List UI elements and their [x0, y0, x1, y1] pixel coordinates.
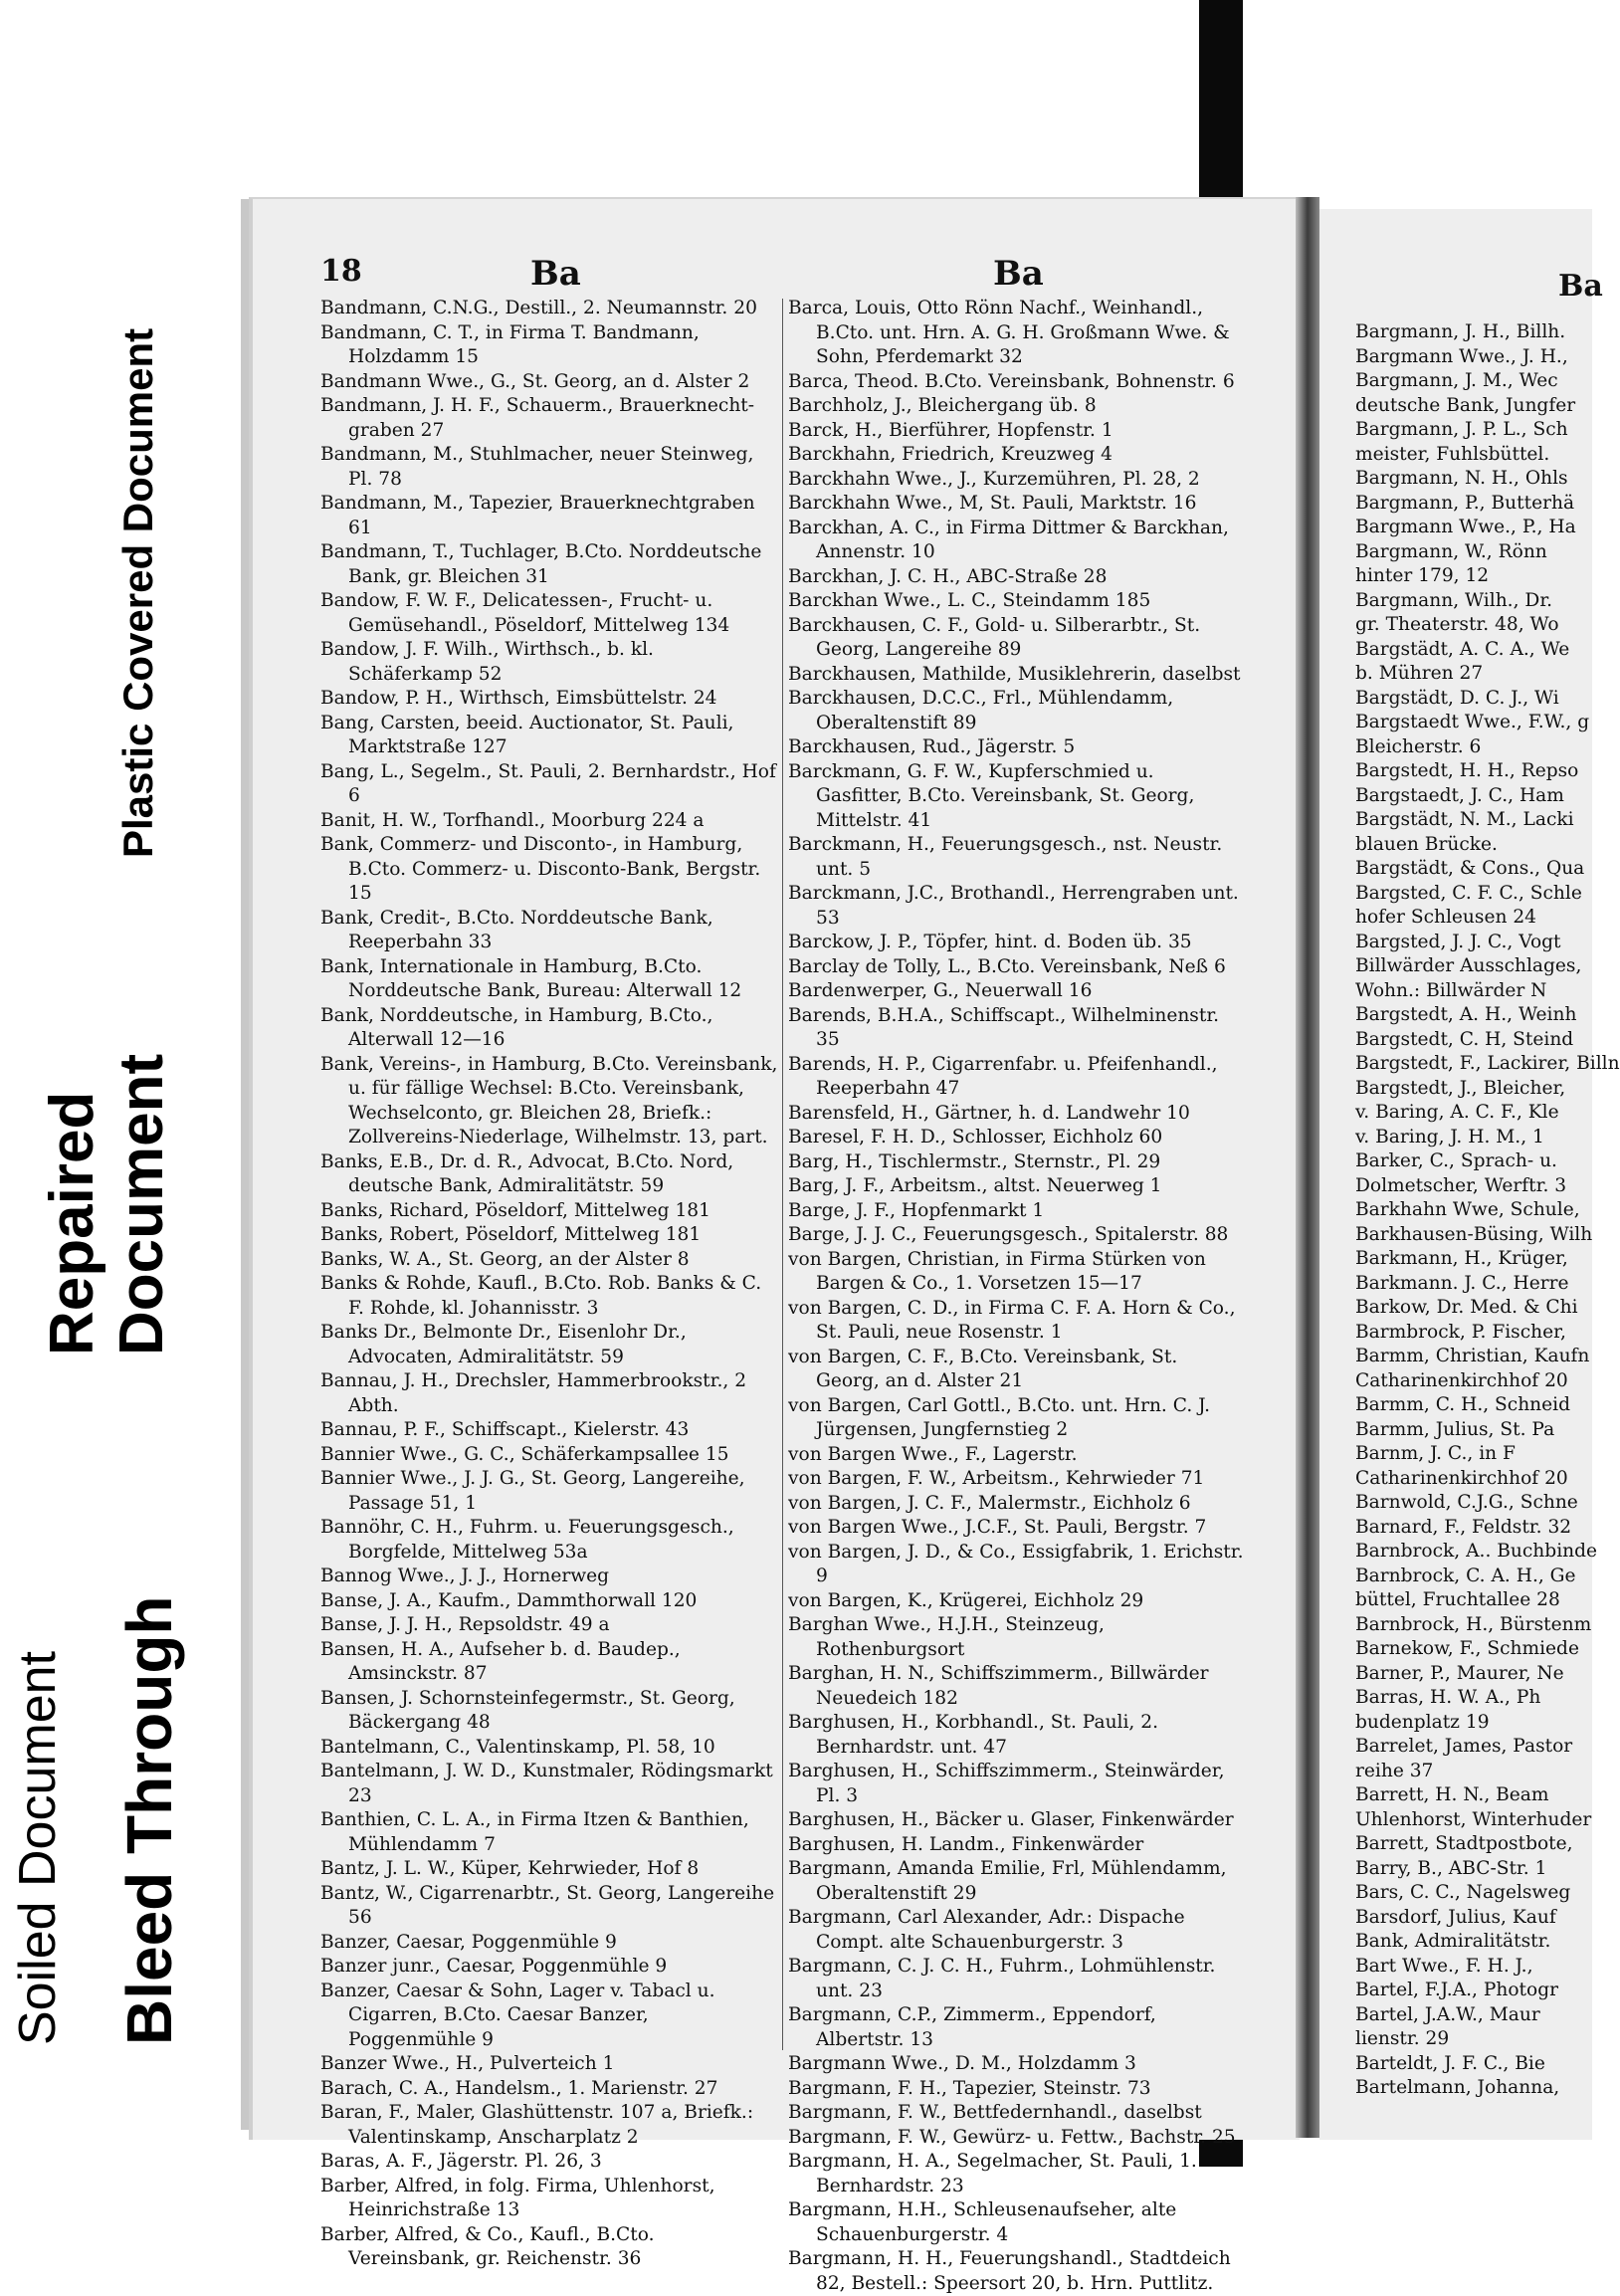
directory-entry: reihe 37 — [1355, 1760, 1434, 1781]
directory-entry: Bang, Carsten, beeid. Auctionator, St. Pauli, Marktstraße 127 — [320, 712, 734, 757]
running-header-left: Ba — [530, 254, 581, 294]
directory-entry: Barghusen, H., Bäcker u. Glaser, Finkenwärder — [788, 1809, 1234, 1830]
directory-entry: Barckhausen, C. F., Gold- u. Silberarbtr., St. Georg, Langereihe 89 — [788, 614, 1201, 660]
directory-entry: Bargmann, H. H., Feuerungshandl., Stadtdeich 82, Bestell.: Speersort 20, b. Hrn. Puttlitz. — [788, 2248, 1231, 2294]
directory-entry: Barteldt, J. F. C., Bie — [1355, 2052, 1545, 2074]
directory-entry: Bargmann, P., Butterhä — [1355, 492, 1575, 514]
directory-entry: Banzer, Caesar & Sohn, Lager v. Tabacl u. Cigarren, B.Cto. Caesar Banzer, Poggenmühle 9 — [320, 1980, 715, 2050]
directory-entry: Bart Wwe., F. H. J., — [1355, 1955, 1533, 1977]
directory-entry: v. Baring, J. H. M., 1 — [1355, 1126, 1544, 1148]
directory-entry: Bartel, F.J.A., Photogr — [1355, 1980, 1559, 2000]
directory-entry: Bars, C. C., Nagelsweg — [1355, 1882, 1571, 1903]
directory-entry: Barends, H. P., Cigarrenfabr. u. Pfeifenhandl., Reeperbahn 47 — [788, 1053, 1218, 1099]
directory-entry: Bargmann, J. P. L., Sch — [1355, 419, 1568, 440]
directory-entry: Bardenwerper, G., Neuerwall 16 — [788, 980, 1093, 1001]
directory-entry: Bank, Norddeutsche, in Hamburg, B.Cto., Alterwall 12—16 — [320, 1004, 713, 1050]
directory-entry: budenplatz 19 — [1355, 1711, 1490, 1733]
directory-entry: Bantelmann, C., Valentinskamp, Pl. 58, 10 — [320, 1736, 715, 1758]
directory-entry: Barghusen, H., Schiffszimmerm., Steinwärder, Pl. 3 — [788, 1761, 1225, 1806]
directory-entry: Barckow, J. P., Töpfer, hint. d. Boden üb. 35 — [788, 932, 1192, 952]
directory-entry: Bleicherstr. 6 — [1355, 735, 1482, 757]
directory-entry: b. Mühren 27 — [1355, 663, 1484, 684]
directory-entry: Bandmann, M., Tapezier, Brauerknechtgraben 61 — [320, 493, 755, 538]
directory-entry: Bargstädt, A. C. A., We — [1355, 638, 1570, 660]
directory-entry: von Bargen Wwe., F., Lagerstr. — [788, 1443, 1078, 1465]
directory-entry: Uhlenhorst, Winterhuder — [1355, 1808, 1592, 1830]
directory-entry: Banzer junr., Caesar, Poggenmühle 9 — [320, 1956, 668, 1977]
directory-entry: Barckhausen, D.C.C., Frl., Mühlendamm, Oberaltenstift 89 — [788, 688, 1174, 733]
directory-entry: Bandow, P. H., Wirthsch, Eimsbüttelstr. 24 — [320, 688, 717, 709]
directory-entry: Bansen, J. Schornsteinfegermstr., St. Georg, Bäckergang 48 — [320, 1687, 735, 1733]
directory-entry: Banzer Wwe., H., Pulverteich 1 — [320, 2053, 615, 2074]
directory-entry: Bartelmann, Johanna, — [1355, 2077, 1560, 2098]
directory-entry: Billwärder Ausschlages, — [1355, 955, 1582, 976]
directory-entry: Bargmann, C. J. C. H., Fuhrm., Lohmühlenstr. unt. 23 — [788, 1956, 1216, 2001]
directory-entry: Banks, E.B., Dr. d. R., Advocat, B.Cto. Nord, deutsche Bank, Admiralitätstr. 59 — [320, 1150, 734, 1196]
directory-entry: Barrett, Stadtpostbote, — [1355, 1833, 1573, 1854]
directory-entry: Barnekow, F., Schmiede — [1355, 1638, 1579, 1659]
directory-entry: Bandmann, C. T., in Firma T. Bandmann, Holzdamm 15 — [320, 321, 700, 367]
directory-entry: Bargsted, C. F. C., Schle — [1355, 882, 1582, 904]
directory-entry: Barge, J. F., Hopfenmarkt 1 — [788, 1199, 1045, 1221]
directory-entry: Barkow, Dr. Med. & Chi — [1355, 1297, 1578, 1318]
directory-entry: Wohn.: Billwärder N — [1355, 979, 1547, 1001]
directory-entry: Barnbrock, A.. Buchbinde — [1355, 1541, 1598, 1562]
directory-entry: Bargsted, J. J. C., Vogt — [1355, 931, 1561, 952]
directory-entry: Barnbrock, C. A. H., Ge — [1355, 1565, 1576, 1586]
directory-entry: Baran, F., Maler, Glashüttenstr. 107 a, Briefk.: Valentinskamp, Anscharplatz 2 — [320, 2102, 754, 2148]
directory-entry: Barca, Theod. B.Cto. Vereinsbank, Bohnenstr. 6 — [788, 370, 1235, 392]
background-gap — [1294, 0, 1592, 209]
directory-entry: Bargstedt, J., Bleicher, — [1355, 1077, 1566, 1099]
directory-entry: Bargmann, J. H., Billh. — [1355, 321, 1566, 342]
label-soiled: Soiled Document — [9, 1651, 67, 2045]
directory-entry: Bannau, P. F., Schiffscapt., Kielerstr. 43 — [320, 1419, 690, 1440]
label-document: Document — [107, 1053, 176, 1356]
directory-column-right — [1355, 320, 1620, 2098]
directory-entry: von Bargen, Christian, in Firma Stürken von Bargen & Co., 1. Vorsetzen 15—17 — [788, 1248, 1206, 1294]
directory-entry: Bank, Vereins-, in Hamburg, B.Cto. Vereinsbank, u. für fällige Wechsel: B.Cto. Vereinsbank, Wechselconto, gr. Bleichen 28, Briefk.: Zollvereins-Niederlage, Wilhelmstr. 13, part. — [320, 1053, 778, 1148]
column-divider — [782, 299, 783, 2050]
directory-entry: Barensfeld, H., Gärtner, h. d. Landwehr 10 — [788, 1102, 1190, 1124]
directory-entry: Barras, H. W. A., Ph — [1355, 1687, 1541, 1708]
directory-entry: Barnwold, C.J.G., Schne — [1355, 1492, 1578, 1513]
directory-entry: von Bargen, C. F., B.Cto. Vereinsbank, St. Georg, an d. Alster 21 — [788, 1346, 1178, 1391]
directory-entry: Barnbrock, H., Bürstenm — [1355, 1613, 1592, 1635]
directory-entry: hofer Schleusen 24 — [1355, 907, 1536, 928]
directory-entry: Barends, B.H.A., Schiffscapt., Wilhelminenstr. 35 — [788, 1004, 1220, 1050]
directory-entry: deutsche Bank, Jungfer — [1355, 394, 1576, 416]
directory-entry: Baras, A. F., Jägerstr. Pl. 26, 3 — [320, 2151, 602, 2172]
directory-entry: Banzer, Caesar, Poggenmühle 9 — [320, 1931, 617, 1953]
directory-entry: gr. Theaterstr. 48, Wo — [1355, 614, 1559, 635]
directory-entry: Bargstedt, H. H., Repso — [1355, 760, 1579, 781]
directory-entry: Banks & Rohde, Kaufl., B.Cto. Rob. Banks & C. F. Rohde, kl. Johannisstr. 3 — [320, 1273, 762, 1319]
directory-entry: von Bargen, C. D., in Firma C. F. A. Horn & Co., St. Pauli, neue Rosenstr. 1 — [788, 1297, 1236, 1343]
directory-entry: Barkmann. J. C., Herre — [1355, 1272, 1569, 1294]
directory-entry: Bargmann, Carl Alexander, Adr.: Dispache Compt. alte Schauenburgerstr. 3 — [788, 1907, 1185, 1953]
directory-entry: Barmm, Christian, Kaufn — [1355, 1346, 1590, 1366]
directory-entry: Bargstedt, F., Lackirer, Billn — [1355, 1053, 1620, 1074]
directory-entry: Barnm, J. C., in F — [1355, 1443, 1516, 1464]
directory-entry: Barkmann, H., Krüger, — [1355, 1248, 1568, 1269]
page-number: 18 — [320, 254, 362, 289]
directory-entry: Bandmann, J. H. F., Schauerm., Brauerknecht-graben 27 — [320, 395, 755, 441]
directory-entry: Barca, Louis, Otto Rönn Nachf., Weinhandl., B.Cto. unt. Hrn. A. G. H. Großmann Wwe. & Sohn, Pferdemarkt 32 — [788, 298, 1230, 367]
directory-entry: Barckhahn, Friedrich, Kreuzweg 4 — [788, 444, 1113, 465]
directory-entry: von Bargen, J. C. F., Malermstr., Eichholz 6 — [788, 1492, 1191, 1514]
directory-entry: Bargmann Wwe., D. M., Holzdamm 3 — [788, 2053, 1136, 2074]
directory-entry: Barkhausen-Büsing, Wilh — [1355, 1223, 1593, 1245]
running-header-middle: Ba — [993, 254, 1044, 294]
directory-entry: Barrett, H. N., Beam — [1355, 1784, 1549, 1805]
label-repaired: Repaired — [38, 1091, 106, 1356]
directory-entry: Barkhahn Wwe, Schule, — [1355, 1199, 1580, 1220]
page-gutter — [1296, 197, 1319, 2138]
directory-entry: Barmm, C. H., Schneid — [1355, 1394, 1571, 1415]
directory-entry: Bargmann, J. M., Wec — [1355, 370, 1558, 391]
directory-entry: von Bargen Wwe., J.C.F., St. Pauli, Bergstr. 7 — [788, 1517, 1207, 1538]
directory-column-middle — [788, 297, 1244, 2294]
directory-entry: Bargmann, C.P., Zimmerm., Eppendorf, Albertstr. 13 — [788, 2004, 1156, 2050]
directory-entry: Bargmann, F. H., Tapezier, Steinstr. 73 — [788, 2077, 1151, 2099]
directory-entry: Bargmann, W., Rönn — [1355, 540, 1547, 562]
directory-entry: Banks Dr., Belmonte Dr., Eisenlohr Dr., Advocaten, Admiralitätstr. 59 — [320, 1322, 687, 1367]
directory-entry: Bantelmann, J. W. D., Kunstmaler, Rödingsmarkt 23 — [320, 1761, 773, 1806]
directory-entry: Barckhahn Wwe., M, St. Pauli, Marktstr. 16 — [788, 493, 1197, 514]
directory-entry: Bank, Admiralitätstr. — [1355, 1931, 1551, 1952]
directory-column-left — [320, 297, 780, 2269]
directory-entry: Banit, H. W., Torfhandl., Moorburg 224 a — [320, 809, 705, 831]
directory-entry: Barghan Wwe., H.J.H., Steinzeug, Rothenburgsort — [788, 1614, 1105, 1660]
directory-entry: Barckhan Wwe., L. C., Steindamm 185 — [788, 590, 1151, 611]
directory-entry: Bank, Credit-, B.Cto. Norddeutsche Bank, Reeperbahn 33 — [320, 907, 713, 952]
directory-entry: Barnard, F., Feldstr. 32 — [1355, 1516, 1572, 1538]
directory-entry: Bargstädt, & Cons., Qua — [1355, 858, 1585, 879]
directory-entry: Bantz, W., Cigarrenarbtr., St. Georg, Langereihe 56 — [320, 1882, 775, 1928]
directory-entry: Bantz, J. L. W., Küper, Kehrwieder, Hof 8 — [320, 1858, 700, 1879]
directory-entry: Bannier Wwe., G. C., Schäferkampsallee 15 — [320, 1443, 729, 1465]
directory-entry: Dolmetscher, Werftr. 3 — [1355, 1174, 1567, 1196]
directory-entry: Barg, H., Tischlermstr., Sternstr., Pl. 29 — [788, 1150, 1161, 1172]
directory-entry: meister, Fuhlsbüttel. — [1355, 443, 1550, 465]
directory-entry: Bandow, J. F. Wilh., Wirthsch., b. kl. Schäferkamp 52 — [320, 639, 654, 685]
directory-entry: Barckhan, J. C. H., ABC-Straße 28 — [788, 565, 1108, 587]
directory-entry: Bargstädt, N. M., Lacki — [1355, 809, 1574, 830]
directory-entry: Catharinenkirchhof 20 — [1355, 1369, 1568, 1391]
directory-entry: hinter 179, 12 — [1355, 565, 1490, 586]
directory-entry: v. Baring, A. C. F., Kle — [1355, 1102, 1559, 1123]
directory-entry: Bandmann, T., Tuchlager, B.Cto. Norddeutsche Bank, gr. Bleichen 31 — [320, 541, 762, 587]
directory-entry: Bartel, J.A.W., Maur — [1355, 2003, 1540, 2025]
directory-entry: Barber, Alfred, in folg. Firma, Uhlenhorst, Heinrichstraße 13 — [320, 2175, 715, 2220]
directory-entry: Bannier Wwe., J. J. G., St. Georg, Langereihe, Passage 51, 1 — [320, 1468, 745, 1514]
directory-entry: Bargmann, N. H., Ohls — [1355, 468, 1568, 489]
directory-entry: Bandmann, C.N.G., Destill., 2. Neumannstr. 20 — [320, 298, 757, 318]
directory-entry: Bargstedt, C. H, Steind — [1355, 1028, 1574, 1050]
directory-entry: Bargstedt, A. H., Weinh — [1355, 1004, 1577, 1025]
directory-entry: Banse, J. J. H., Repsoldstr. 49 a — [320, 1614, 610, 1635]
directory-entry: Barry, B., ABC-Str. 1 — [1355, 1857, 1547, 1879]
directory-entry: Barg, J. F., Arbeitsm., altst. Neuerweg 1 — [788, 1175, 1162, 1196]
directory-entry: Barck, H., Bierführer, Hopfenstr. 1 — [788, 419, 1114, 441]
directory-entry: Barmm, Julius, St. Pa — [1355, 1418, 1555, 1440]
directory-entry: Barckhausen, Rud., Jägerstr. 5 — [788, 736, 1076, 757]
directory-entry: Bargmann, H.H., Schleusenaufseher, alte Schauenburgerstr. 4 — [788, 2199, 1177, 2245]
label-bleed-through: Bleed Through — [113, 1595, 185, 2045]
directory-entry: Barckhahn Wwe., J., Kurzemühren, Pl. 28, 2 — [788, 468, 1200, 490]
directory-entry: von Bargen, J. D., & Co., Essigfabrik, 1. Erichstr. 9 — [788, 1541, 1244, 1586]
directory-entry: Bargmann, Amanda Emilie, Frl, Mühlendamm, Oberaltenstift 29 — [788, 1858, 1227, 1904]
directory-entry: Bang, L., Segelm., St. Pauli, 2. Bernhardstr., Hof 6 — [320, 760, 776, 806]
directory-entry: Barckhan, A. C., in Firma Dittmer & Barckhan, Annenstr. 10 — [788, 517, 1229, 562]
document-condition-labels — [0, 0, 244, 2167]
directory-entry: Barsdorf, Julius, Kauf — [1355, 1906, 1556, 1928]
directory-entry: blauen Brücke. — [1355, 833, 1498, 855]
directory-entry: Barmbrock, P. Fischer, — [1355, 1321, 1566, 1343]
directory-entry: Barckhausen, Mathilde, Musiklehrerin, daselbst — [788, 663, 1241, 685]
directory-entry: von Bargen, Carl Gottl., B.Cto. unt. Hrn. C. J. Jürgensen, Jungfernstieg 2 — [788, 1394, 1211, 1440]
directory-entry: Bannau, J. H., Drechsler, Hammerbrookstr., 2 Abth. — [320, 1370, 747, 1416]
directory-entry: Bannog Wwe., J. J., Hornerweg — [320, 1565, 610, 1586]
directory-entry: Bandow, F. W. F., Delicatessen-, Frucht- u. Gemüsehandl., Pöseldorf, Mittelweg 134 — [320, 590, 730, 636]
directory-entry: Banks, Robert, Pöseldorf, Mittelweg 181 — [320, 1224, 702, 1245]
directory-entry: Bargstaedt Wwe., F.W., g — [1355, 712, 1590, 732]
directory-entry: Banks, W. A., St. Georg, an der Alster 8 — [320, 1248, 690, 1270]
directory-entry: Barge, J. J. C., Feuerungsgesch., Spitalerstr. 88 — [788, 1224, 1229, 1245]
directory-entry: büttel, Fruchtallee 28 — [1355, 1589, 1560, 1610]
directory-entry: Bargmann, F. W., Bettfedernhandl., daselbst — [788, 2102, 1202, 2123]
directory-entry: Baresel, F. H. D., Schlosser, Eichholz 60 — [788, 1127, 1163, 1148]
directory-entry: Bargmann Wwe., J. H., — [1355, 345, 1568, 367]
directory-entry: Bargmann, F. W., Gewürz- u. Fettw., Bachstr. 25 — [788, 2126, 1236, 2148]
directory-entry: Barckmann, J.C., Brothandl., Herrengraben unt. 53 — [788, 883, 1239, 929]
directory-entry: Bannöhr, C. H., Fuhrm. u. Feuerungsgesch., Borgfelde, Mittelweg 53a — [320, 1517, 734, 1563]
directory-entry: Barckmann, G. F. W., Kupferschmied u. Gasfitter, B.Cto. Vereinsbank, St. Georg, Mittelstr. 41 — [788, 760, 1195, 831]
directory-entry: Bandmann, M., Stuhlmacher, neuer Steinweg, Pl. 78 — [320, 444, 754, 490]
directory-entry: Bargmann, Wilh., Dr. — [1355, 589, 1553, 611]
directory-entry: Barber, Alfred, & Co., Kaufl., B.Cto. Vereinsbank, gr. Reichenstr. 36 — [320, 2223, 655, 2269]
directory-entry: Catharinenkirchhof 20 — [1355, 1467, 1568, 1489]
directory-entry: von Bargen, F. W., Arbeitsm., Kehrwieder 71 — [788, 1468, 1205, 1489]
directory-entry: Banse, J. A., Kaufm., Dammthorwall 120 — [320, 1589, 698, 1611]
directory-entry: Bargmann, H. A., Segelmacher, St. Pauli, 1. Bernhardstr. 23 — [788, 2151, 1197, 2196]
directory-entry: Barchholz, J., Bleichergang üb. 8 — [788, 395, 1097, 416]
directory-entry: Bargstaedt, J. C., Ham — [1355, 784, 1564, 806]
directory-entry: Barclay de Tolly, L., B.Cto. Vereinsbank, Neß 6 — [788, 955, 1226, 977]
directory-entry: lienstr. 29 — [1355, 2028, 1450, 2049]
directory-entry: Bank, Commerz- und Disconto-, in Hamburg, B.Cto. Commerz- u. Disconto-Bank, Bergstr. 15 — [320, 834, 761, 904]
directory-entry: Barrelet, James, Pastor — [1355, 1736, 1573, 1757]
directory-entry: Barker, C., Sprach- u. — [1355, 1150, 1557, 1171]
directory-entry: Bandmann Wwe., G., St. Georg, an d. Alster 2 — [320, 370, 750, 392]
directory-entry: Bansen, H. A., Aufseher b. d. Baudep., Amsinckstr. 87 — [320, 1638, 681, 1684]
directory-entry: Barghan, H. N., Schiffszimmerm., Billwärder Neuedeich 182 — [788, 1663, 1209, 1709]
directory-entry: von Bargen, K., Krügerei, Eichholz 29 — [788, 1589, 1144, 1611]
running-header-right: Ba — [1558, 269, 1603, 304]
page-edge — [241, 199, 249, 2130]
directory-entry: Barghusen, H., Korbhandl., St. Pauli, 2. Bernhardstr. unt. 47 — [788, 1712, 1158, 1758]
label-plastic-covered: Plastic Covered Document — [114, 327, 161, 858]
directory-entry: Bank, Internationale in Hamburg, B.Cto. Norddeutsche Bank, Bureau: Alterwall 12 — [320, 955, 742, 1001]
directory-entry: Barckmann, H., Feuerungsgesch., nst. Neustr. unt. 5 — [788, 834, 1223, 880]
directory-entry: Banthien, C. L. A., in Firma Itzen & Banthien, Mühlendamm 7 — [320, 1809, 749, 1855]
directory-entry: Barner, P., Maurer, Ne — [1355, 1662, 1564, 1684]
directory-entry: Banks, Richard, Pöseldorf, Mittelweg 181 — [320, 1199, 710, 1221]
directory-entry: Barghusen, H. Landm., Finkenwärder — [788, 1833, 1144, 1855]
directory-entry: Barach, C. A., Handelsm., 1. Marienstr. 27 — [320, 2077, 718, 2099]
directory-entry: Bargstädt, D. C. J., Wi — [1355, 687, 1559, 709]
directory-entry: Bargmann Wwe., P., Ha — [1355, 517, 1576, 537]
